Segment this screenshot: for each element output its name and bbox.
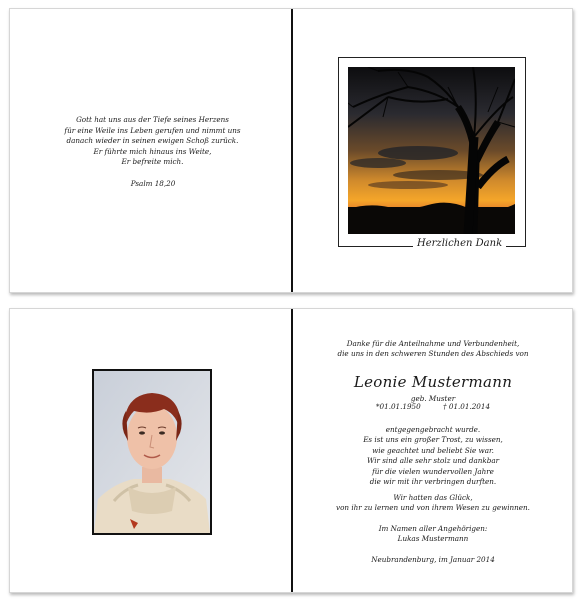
portrait-frame bbox=[92, 369, 212, 535]
signature-line: Lukas Mustermann bbox=[397, 534, 469, 544]
message-line: Es ist uns ein großer Trost, zu wissen, bbox=[363, 435, 503, 445]
message-line: Wir sind alle sehr stolz und dankbar bbox=[366, 456, 500, 466]
closing-quote bbox=[310, 493, 556, 514]
verse-reference: Psalm 18,20 bbox=[130, 179, 176, 188]
deceased-name: Leonie Mustermann bbox=[353, 373, 513, 391]
thanks-intro bbox=[310, 339, 556, 360]
intro-line: Danke für die Anteilnahme und Verbundenheit, bbox=[346, 339, 520, 348]
sunset-tree-photo bbox=[348, 67, 515, 234]
fold-line bbox=[291, 9, 293, 292]
intro-line: die uns in den schweren Stunden des Abschieds von bbox=[337, 349, 529, 359]
top-card bbox=[9, 8, 573, 293]
bottom-card bbox=[9, 308, 573, 593]
quote-line: Wir hatten das Glück, bbox=[393, 493, 473, 502]
message-line: wie geachtet und beliebt Sie war. bbox=[372, 445, 494, 455]
signature-line: Im Namen aller Angehörigen: bbox=[378, 524, 488, 533]
verse-line: Er befreite mich. bbox=[121, 157, 184, 167]
verse-line: Er führte mich hinaus ins Weite, bbox=[93, 146, 212, 156]
maiden-name: geb. Muster bbox=[410, 394, 456, 403]
life-dates bbox=[310, 402, 556, 412]
death-date: † 01.01.2014 bbox=[443, 402, 491, 411]
sunset-photo-frame bbox=[338, 57, 526, 247]
verse-line: für eine Weile ins Leben gerufen und nimmt uns bbox=[64, 125, 241, 135]
thanks-caption: Herzlichen Dank bbox=[413, 238, 506, 249]
woman-portrait-photo bbox=[94, 371, 210, 533]
place-date: Neubrandenburg, im Januar 2014 bbox=[371, 555, 495, 564]
signature-block bbox=[310, 524, 556, 545]
bible-verse bbox=[50, 115, 255, 168]
fold-line bbox=[291, 309, 293, 592]
birth-date: *01.01.1950 bbox=[375, 402, 421, 411]
message-line: die wir mit ihr verbringen durften. bbox=[369, 477, 497, 487]
message-line: für die vielen wundervollen Jahre bbox=[372, 466, 494, 476]
verse-line: danach wieder in seinen ewigen Schoß zurück. bbox=[66, 136, 239, 146]
verse-line: Gott hat uns aus der Tiefe seines Herzens bbox=[76, 115, 229, 124]
quote-line: von ihr zu lernen und von ihrem Wesen zu gewinnen. bbox=[336, 503, 530, 513]
thanks-message bbox=[310, 425, 556, 487]
message-line: entgegengebracht wurde. bbox=[385, 425, 481, 434]
